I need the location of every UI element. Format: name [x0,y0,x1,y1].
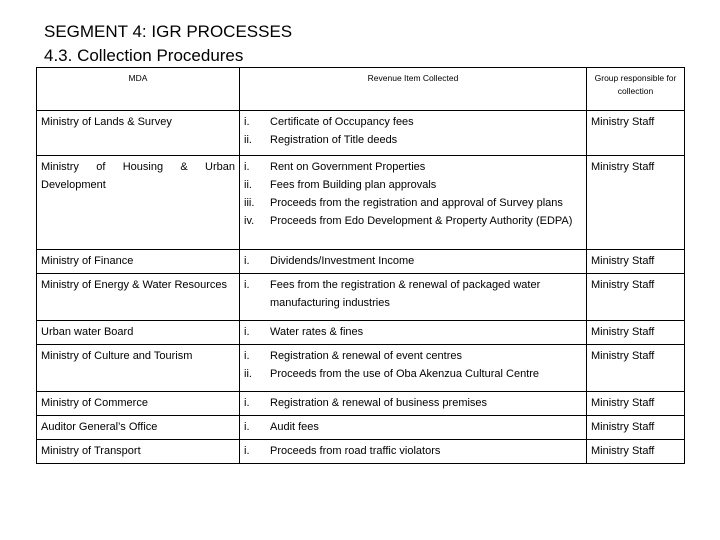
item-number: i. [244,397,250,409]
revenue-item [244,365,582,383]
group-cell: Ministry Staff [587,321,685,345]
revenue-item [244,176,582,194]
collection-procedures-table [36,67,685,464]
item-text: Proceeds from Edo Development & Property Authority (EDPA) [270,215,573,227]
item-number: i. [244,279,250,291]
item-number: i. [244,161,250,173]
revenue-item [244,212,582,230]
item-number: i. [244,255,250,267]
mda-cell: Auditor General’s Office [37,416,240,440]
item-text: Proceeds from the registration and approval of Survey plans [270,197,563,209]
group-cell: Ministry Staff [587,416,685,440]
group-cell: Ministry Staff [587,250,685,274]
table-row [37,321,685,345]
header-group-responsible: Group responsible for collection [587,68,685,111]
mda-cell: Ministry of Transport [37,440,240,464]
item-text: Dividends/Investment Income [270,255,415,267]
revenue-items-cell [240,156,587,250]
revenue-item [244,131,582,149]
item-number: i. [244,421,250,433]
revenue-item [244,158,582,176]
item-number: ii. [244,368,252,380]
header-mda: MDA [37,68,240,111]
revenue-item [244,394,582,412]
table-row [37,440,685,464]
mda-cell: Ministry of Lands & Survey [37,111,240,156]
revenue-item [244,194,582,212]
item-text: Fees from the registration & renewal of packaged water manufacturing industries [270,279,541,309]
item-text: Proceeds from the use of Oba Akenzua Cultural Centre [270,368,540,380]
item-number: iv. [244,215,255,227]
item-number: ii. [244,134,252,146]
mda-cell: Ministry of Culture and Tourism [37,345,240,392]
revenue-items-cell [240,274,587,321]
group-cell: Ministry Staff [587,392,685,416]
item-number: iii. [244,197,255,209]
item-text: Audit fees [270,421,319,433]
table-row [37,111,685,156]
item-text: Rent on Government Properties [270,161,426,173]
item-text: Water rates & fines [270,326,364,338]
item-text: Certificate of Occupancy fees [270,116,414,128]
revenue-item [244,347,582,365]
page-title [44,20,292,68]
item-text: Registration & renewal of event centres [270,350,462,362]
revenue-item [244,252,582,270]
group-cell: Ministry Staff [587,111,685,156]
item-number: i. [244,445,250,457]
revenue-items-cell [240,250,587,274]
table-row [37,392,685,416]
item-number: i. [244,326,250,338]
item-text: Registration of Title deeds [270,134,398,146]
group-cell: Ministry Staff [587,345,685,392]
section-heading: 4.3. Collection Procedures [44,46,244,65]
revenue-items-cell [240,321,587,345]
item-text: Registration & renewal of business premises [270,397,488,409]
group-cell: Ministry Staff [587,440,685,464]
table-row [37,250,685,274]
revenue-items-cell [240,392,587,416]
segment-heading: SEGMENT 4: IGR PROCESSES [44,22,293,41]
revenue-item [244,418,582,436]
item-text: Fees from Building plan approvals [270,179,437,191]
mda-cell: Ministry of Housing & Urban Development [37,156,240,250]
revenue-item [244,323,582,341]
mda-cell: Urban water Board [37,321,240,345]
item-number: i. [244,116,250,128]
item-number: i. [244,350,250,362]
mda-cell: Ministry of Finance [37,250,240,274]
mda-cell: Ministry of Commerce [37,392,240,416]
group-cell: Ministry Staff [587,156,685,250]
revenue-items-cell [240,345,587,392]
revenue-item [244,113,582,131]
revenue-item [244,276,582,312]
table-header-row [37,68,685,111]
revenue-items-cell [240,111,587,156]
item-text: Proceeds from road traffic violators [270,445,441,457]
item-number: ii. [244,179,252,191]
header-revenue-item: Revenue Item Collected [240,68,587,111]
group-cell: Ministry Staff [587,274,685,321]
table-row [37,345,685,392]
revenue-items-cell [240,440,587,464]
revenue-items-cell [240,416,587,440]
table-row [37,416,685,440]
mda-cell: Ministry of Energy & Water Resources [37,274,240,321]
table-row [37,156,685,250]
revenue-item [244,442,582,460]
table-row [37,274,685,321]
